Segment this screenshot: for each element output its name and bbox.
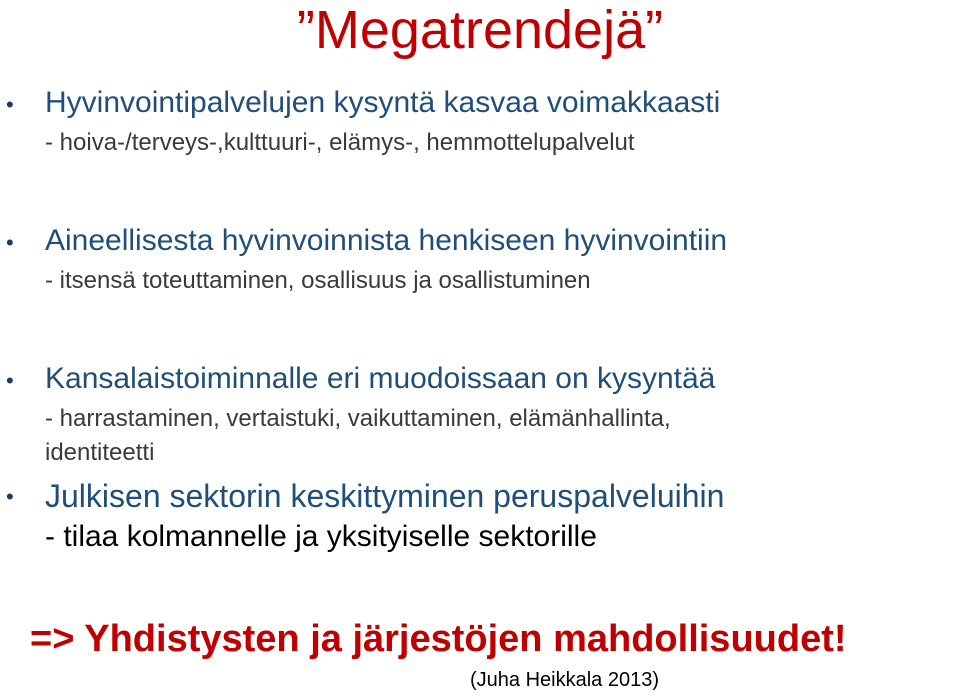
- slide-title: [0, 0, 960, 60]
- bullet-marker: •: [6, 92, 14, 117]
- citation-text: (Juha Heikkala 2013): [470, 669, 659, 691]
- open-quote: ”: [296, 0, 315, 60]
- slide-title-text: Megatrendejä: [314, 0, 646, 60]
- bullet-marker: •: [6, 230, 14, 255]
- close-quote: ”: [645, 0, 664, 60]
- bullet-heading: Hyvinvointipalvelujen kysyntä kasvaa voimakkaasti: [45, 86, 721, 119]
- bullet-heading: Julkisen sektorin keskittyminen peruspalveluihin: [45, 478, 725, 514]
- bullet-heading: Kansalaistoiminnalle eri muodoissaan on kysyntää: [45, 362, 716, 395]
- bullet-detail: - harrastaminen, vertaistuki, vaikuttaminen, elämänhallinta,: [45, 405, 671, 432]
- bullet-detail: - itsensä toteuttaminen, osallisuus ja osallistuminen: [45, 267, 591, 294]
- bullet-marker: •: [6, 484, 14, 509]
- bullet-heading: Aineellisesta hyvinvoinnista henkiseen hyvinvointiin: [45, 224, 728, 257]
- conclusion-text: => Yhdistysten ja järjestöjen mahdollisuudet!: [30, 618, 847, 660]
- bullet-detail: - hoiva-/terveys-,kulttuuri-, elämys-, hemmottelupalvelut: [45, 129, 635, 156]
- bullet-detail: identiteetti: [45, 439, 155, 466]
- bullet-detail: - tilaa kolmannelle ja yksityiselle sektorille: [45, 520, 597, 553]
- bullet-marker: •: [6, 368, 14, 393]
